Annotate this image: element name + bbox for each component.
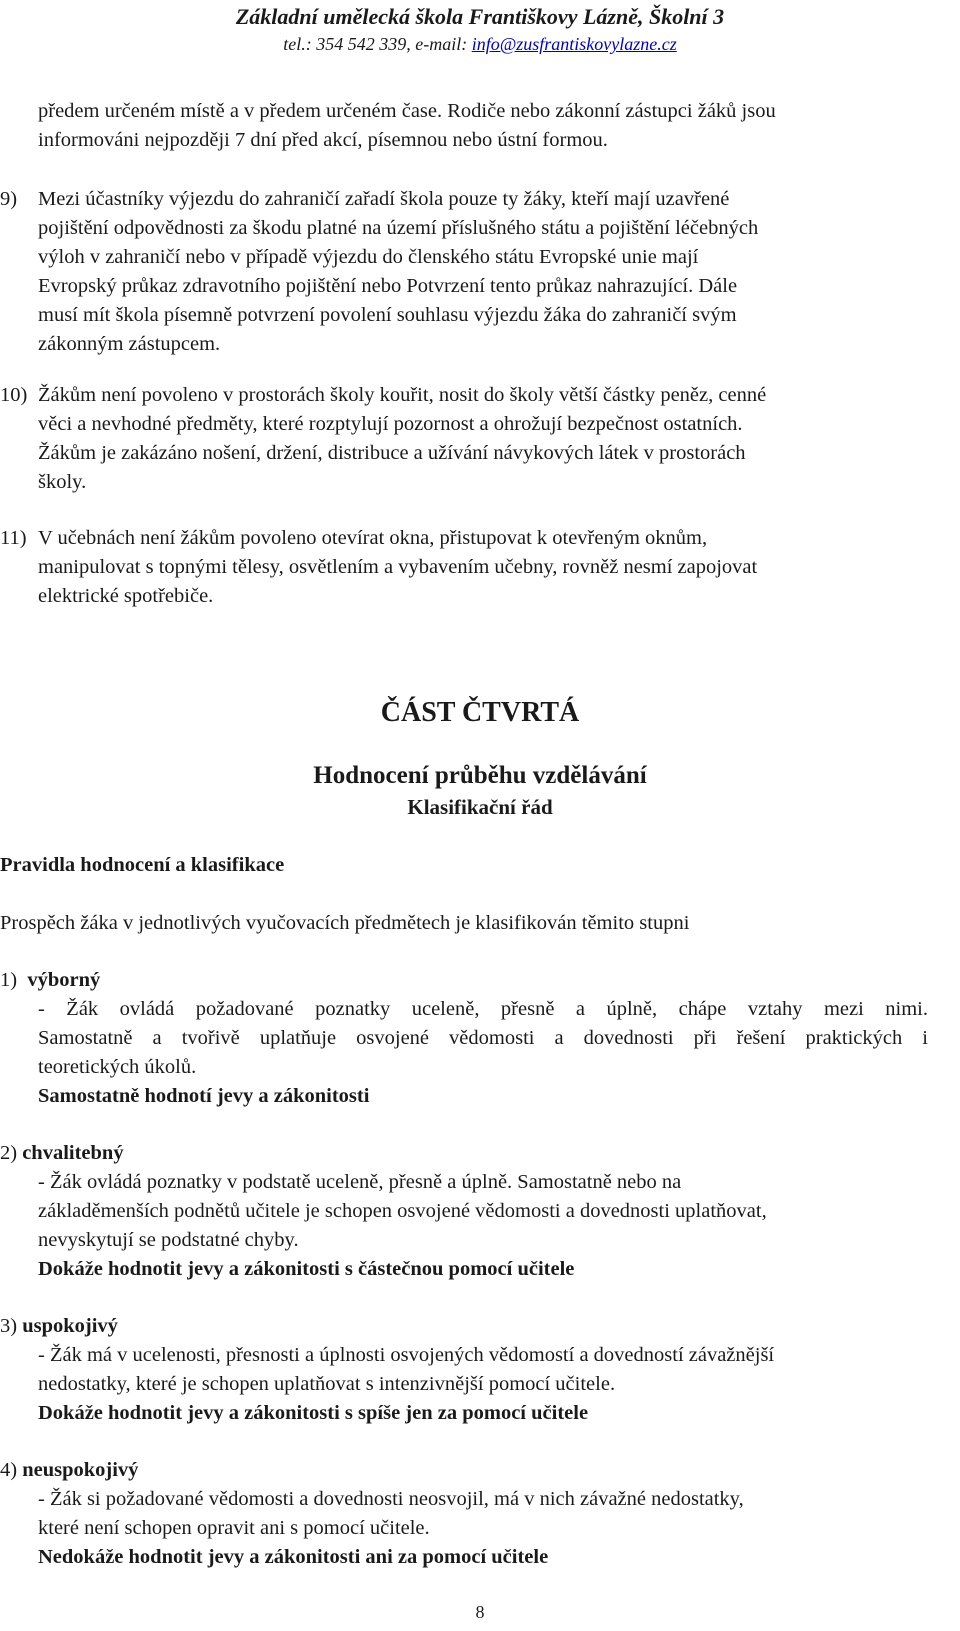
- grade-number: 4): [0, 1459, 18, 1481]
- item-text-10: [38, 381, 928, 497]
- school-header-contact: [0, 33, 960, 55]
- grade-line: nevyskytují se podstatné chyby.: [38, 1229, 299, 1251]
- intro-paragraph: [38, 97, 928, 155]
- grade-summary-1: Samostatně hodnotí jevy a zákonitosti: [38, 1085, 370, 1107]
- item-line: výloh v zahraničí nebo v případě výjezdu do členského státu Evropské unie mají: [38, 246, 699, 268]
- contact-email-link[interactable]: info@zusfrantiskovylazne.cz: [471, 34, 677, 54]
- item-line: pojištění odpovědnosti za škodu platné na území příslušného státu a pojištění léčebných: [38, 217, 759, 239]
- item-line: věci a nevhodné předměty, které rozptylují pozornost a ohrožují bezpečnost ostatních.: [38, 413, 743, 435]
- grade-summary-3: Dokáže hodnotit jevy a zákonitosti s spíše jen za pomocí učitele: [38, 1402, 589, 1424]
- grade-summary-2: Dokáže hodnotit jevy a zákonitosti s částečnou pomocí učitele: [38, 1258, 575, 1280]
- item-text-9: [38, 185, 928, 359]
- item-text-11: [38, 524, 928, 611]
- item-line: zákonným zástupcem.: [38, 333, 221, 355]
- grade-name: neuspokojivý: [22, 1459, 139, 1481]
- grade-name: výborný: [27, 969, 101, 991]
- grade-description-1: [38, 995, 928, 1082]
- page-number: 8: [475, 1602, 485, 1622]
- school-header-title: Základní umělecká škola Františkovy Lázně, Školní 3: [235, 4, 725, 29]
- grade-number: 1): [0, 969, 18, 991]
- grade-heading-2: [0, 1139, 124, 1168]
- grade-line: které není schopen opravit ani s pomocí učitele.: [38, 1517, 430, 1539]
- section-subsubtitle: Klasifikační řád: [407, 795, 553, 819]
- grade-line: Samostatně a tvořivě uplatňuje osvojené vědomosti a dovednosti při řešení praktických i: [38, 1027, 928, 1049]
- grade-name: uspokojivý: [22, 1315, 118, 1337]
- grade-description-4: [38, 1485, 928, 1543]
- grade-name: chvalitebný: [22, 1142, 124, 1164]
- contact-phone-text: tel.: 354 542 339, e-mail:: [283, 34, 472, 54]
- grade-line: nedostatky, které je schopen uplatňovat s intenzivnější pomocí učitele.: [38, 1373, 616, 1395]
- item-number-11: 11): [0, 527, 27, 549]
- grades-intro: Prospěch žáka v jednotlivých vyučovacích předmětech je klasifikován těmito stupni: [0, 912, 690, 934]
- intro-line: informováni nejpozději 7 dní před akcí, písemnou nebo ústní formou.: [38, 129, 608, 151]
- grade-line: - Žák má v ucelenosti, přesnosti a úplnosti osvojených vědomostí a dovedností závažnější: [38, 1344, 775, 1366]
- item-line: Evropský průkaz zdravotního pojištění nebo Potvrzení tento průkaz nahrazující. Dále: [38, 275, 738, 297]
- item-line: musí mít škola písemně potvrzení povolení souhlasu výjezdu žáka do zahraničí svým: [38, 304, 737, 326]
- grade-line: - Žák ovládá poznatky v podstatě uceleně, přesně a úplně. Samostatně nebo na: [38, 1171, 682, 1193]
- grade-description-2: [38, 1168, 928, 1255]
- section-subtitle: Hodnocení průběhu vzdělávání: [313, 762, 647, 789]
- grade-number: 2): [0, 1142, 18, 1164]
- item-line: Žákům není povoleno v prostorách školy kouřit, nosit do školy větší částky peněz, cenné: [38, 384, 767, 406]
- item-line: manipulovat s topnými tělesy, osvětlením a vybavením učebny, rovněž nesmí zapojovat: [38, 556, 758, 578]
- grade-line: - Žák ovládá požadované poznatky uceleně, přesně a úplně, chápe vztahy mezi nimi.: [38, 998, 928, 1020]
- item-line: V učebnách není žákům povoleno otevírat okna, přistupovat k otevřeným oknům,: [38, 527, 708, 549]
- grade-line: základěmenších podnětů učitele je schopen osvojené vědomosti a dovednosti uplatňovat,: [38, 1200, 767, 1222]
- item-line: Mezi účastníky výjezdu do zahraničí zařadí škola pouze ty žáky, kteří mají uzavřené: [38, 188, 730, 210]
- grade-heading-1: [0, 966, 100, 995]
- grade-number: 3): [0, 1315, 18, 1337]
- item-number-10: 10): [0, 384, 28, 406]
- grade-heading-3: [0, 1312, 118, 1341]
- intro-line: předem určeném místě a v předem určeném čase. Rodiče nebo zákonní zástupci žáků jsou: [38, 100, 776, 122]
- grade-heading-4: [0, 1456, 138, 1485]
- grade-line: - Žák si požadované vědomosti a dovednosti neosvojil, má v nich závažné nedostatky,: [38, 1488, 744, 1510]
- item-number-9: 9): [0, 188, 18, 210]
- part-title: ČÁST ČTVRTÁ: [380, 697, 580, 728]
- section-heading: Pravidla hodnocení a klasifikace: [0, 854, 285, 876]
- item-line: elektrické spotřebiče.: [38, 585, 214, 607]
- item-line: školy.: [38, 471, 87, 493]
- grade-line: teoretických úkolů.: [38, 1056, 197, 1078]
- item-line: Žákům je zakázáno nošení, držení, distribuce a užívání návykových látek v prostorách: [38, 442, 746, 464]
- grade-description-3: [38, 1341, 928, 1399]
- grade-summary-4: Nedokáže hodnotit jevy a zákonitosti ani za pomocí učitele: [38, 1546, 549, 1568]
